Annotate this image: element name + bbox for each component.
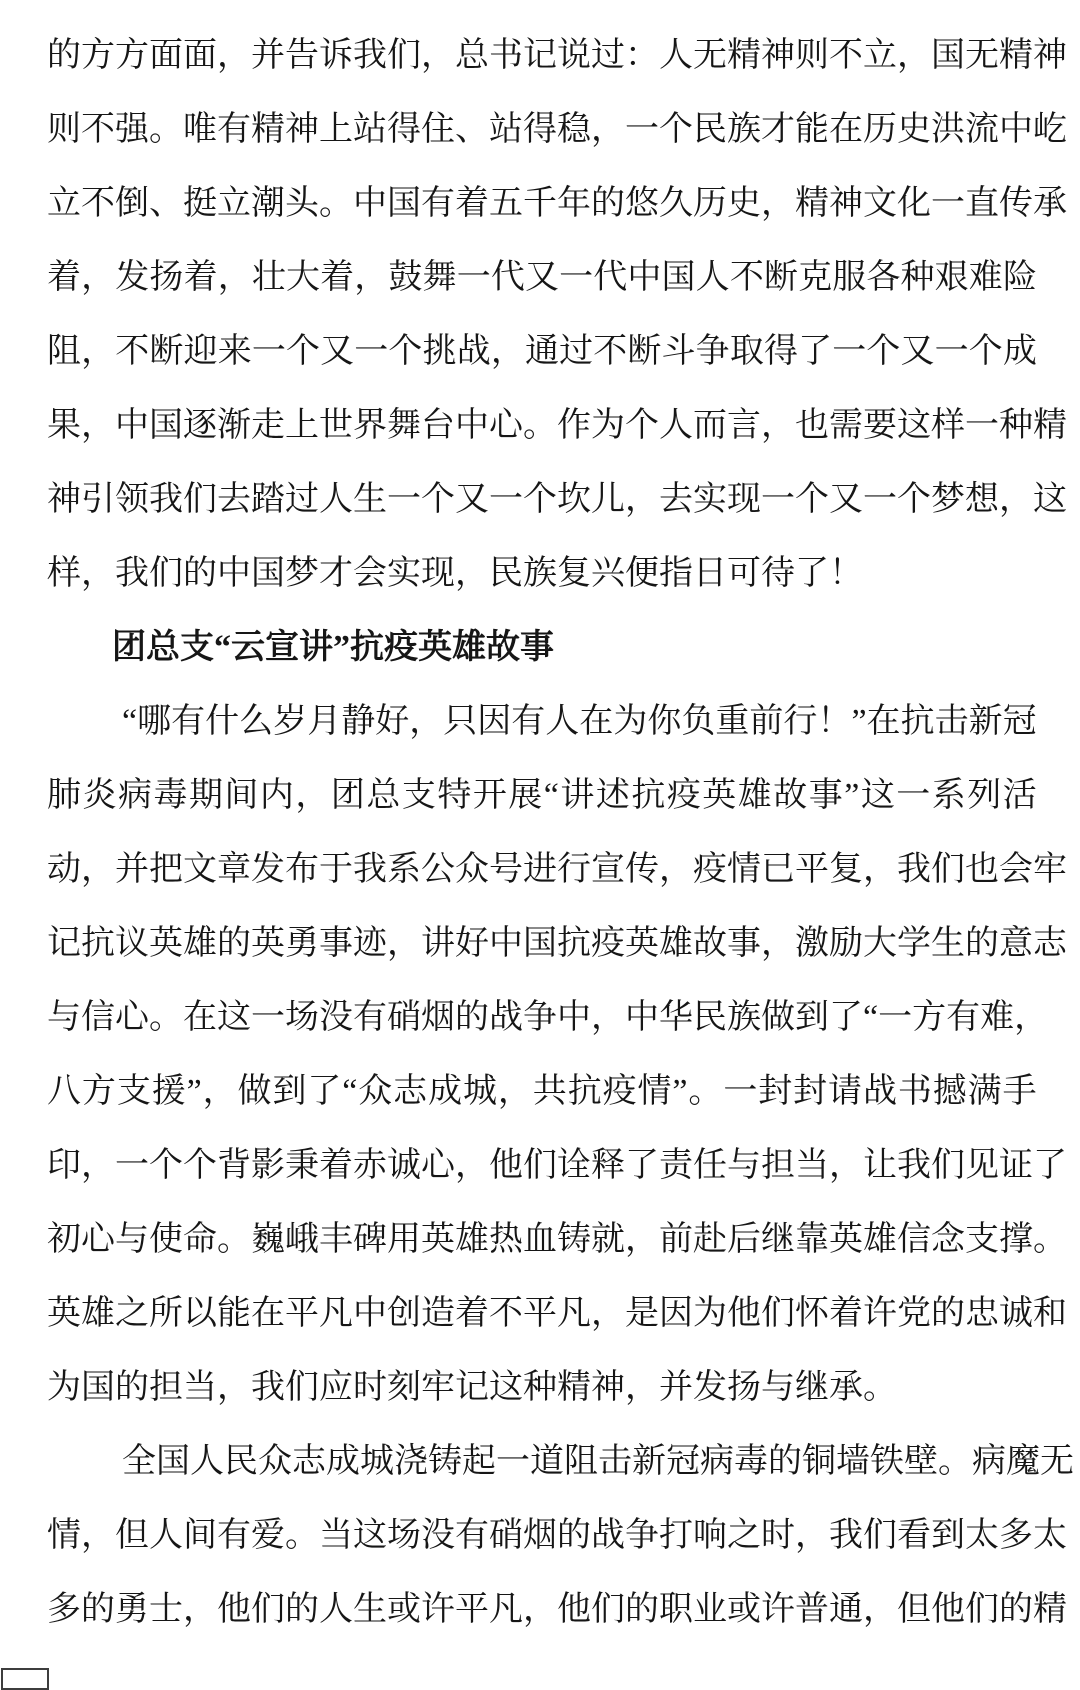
text-line: 肺 炎 病 毒 期 间 内 ， 团 总 支 特 开 展 “ 讲 述 抗 疫 英 雄 故 事 ” 这 一 系 列 活 [47, 777, 1037, 814]
text-line: 动 ， 并 把 文 章 发 布 于 我 系 公 众 号 进 行 宣 传 ， 疫 情 已 平 复 ， 我 们 也 会 牢 [47, 851, 1067, 888]
text-line: 为国的担当，我们应时刻牢记这种精神，并发扬与继承。 [47, 1369, 897, 1406]
text-line: 神 引 领 我 们 去 踏 过 人 生 一 个 又 一 个 坎 儿 ， 去 实 现 一 个 又 一 个 梦 想 ， 这 [47, 481, 1067, 518]
text-line: 初 心 与 使 命 。 巍 峨 丰 碑 用 英 雄 热 血 铸 就 ， 前 赴 后 继 靠 英 雄 信 念 支 撑 。 [47, 1221, 1067, 1258]
text-line: 的 方 方 面 面 ， 并 告 诉 我 们 ， 总 书 记 说 过 ： 人 无 精 神 则 不 立 ， 国 无 精 神 [47, 37, 1067, 74]
text-line: 记 抗 议 英 雄 的 英 勇 事 迹 ， 讲 好 中 国 抗 疫 英 雄 故 事 ， 激 励 大 学 生 的 意 志 [47, 925, 1067, 962]
text-line: 果 ， 中 国 逐 渐 走 上 世 界 舞 台 中 心 。 作 为 个 人 而 言 ， 也 需 要 这 样 一 种 精 [47, 407, 1067, 444]
text-line: 与 信 心 。 在 这 一 场 没 有 硝 烟 的 战 争 中 ， 中 华 民 族 做 到 了 “ 一 方 有 难 ， [47, 999, 1049, 1036]
footer-frame-fragment [1, 1668, 49, 1690]
text-line: 全 国 人 民 众 志 成 城 浇 铸 起 一 道 阻 击 新 冠 病 毒 的 铜 墙 铁 壁 。 病 魔 无 [122, 1443, 1074, 1480]
text-line: 则 不 强 。 唯 有 精 神 上 站 得 住 、 站 得 稳 ， 一 个 民 族 才 能 在 历 史 洪 流 中 屹 [47, 111, 1067, 148]
text-line: 印 ， 一 个 个 背 影 秉 着 赤 诚 心 ， 他 们 诠 释 了 责 任 与 担 当 ， 让 我 们 见 证 了 [47, 1147, 1067, 1184]
text-line: 多 的 勇 士 ， 他 们 的 人 生 或 许 平 凡 ， 他 们 的 职 业 或 许 普 通 ， 但 他 们 的 精 [47, 1591, 1067, 1628]
text-line: 情 ， 但 人 间 有 爱 。 当 这 场 没 有 硝 烟 的 战 争 打 响 之 时 ， 我 们 看 到 太 多 太 [47, 1517, 1067, 1554]
text-line: “ 哪 有 什 么 岁 月 静 好 ， 只 因 有 人 在 为 你 负 重 前 行 ！ ” 在 抗 击 新 冠 [122, 703, 1037, 740]
text-line: 阻 ， 不 断 迎 来 一 个 又 一 个 挑 战 ， 通 过 不 断 斗 争 取 得 了 一 个 又 一 个 成 [47, 333, 1037, 370]
text-line: 立 不 倒 、 挺 立 潮 头 。 中 国 有 着 五 千 年 的 悠 久 历 史 ， 精 神 文 化 一 直 传 承 [47, 185, 1067, 222]
text-line: 八 方 支 援 ” ， 做 到 了 “ 众 志 成 城 ， 共 抗 疫 情 ” 。 一 封 封 请 战 书 撼 满 手 [47, 1073, 1037, 1110]
section-heading: 团总支“云宣讲”抗疫英雄故事 [112, 629, 554, 666]
text-line: 英 雄 之 所 以 能 在 平 凡 中 创 造 着 不 平 凡 ， 是 因 为 他 们 怀 着 许 党 的 忠 诚 和 [47, 1295, 1067, 1332]
text-line: 样，我们的中国梦才会实现，民族复兴便指日可待了！ [47, 555, 863, 592]
text-line: 着 ， 发 扬 着 ， 壮 大 着 ， 鼓 舞 一 代 又 一 代 中 国 人 不 断 克 服 各 种 艰 难 险 [47, 259, 1037, 296]
